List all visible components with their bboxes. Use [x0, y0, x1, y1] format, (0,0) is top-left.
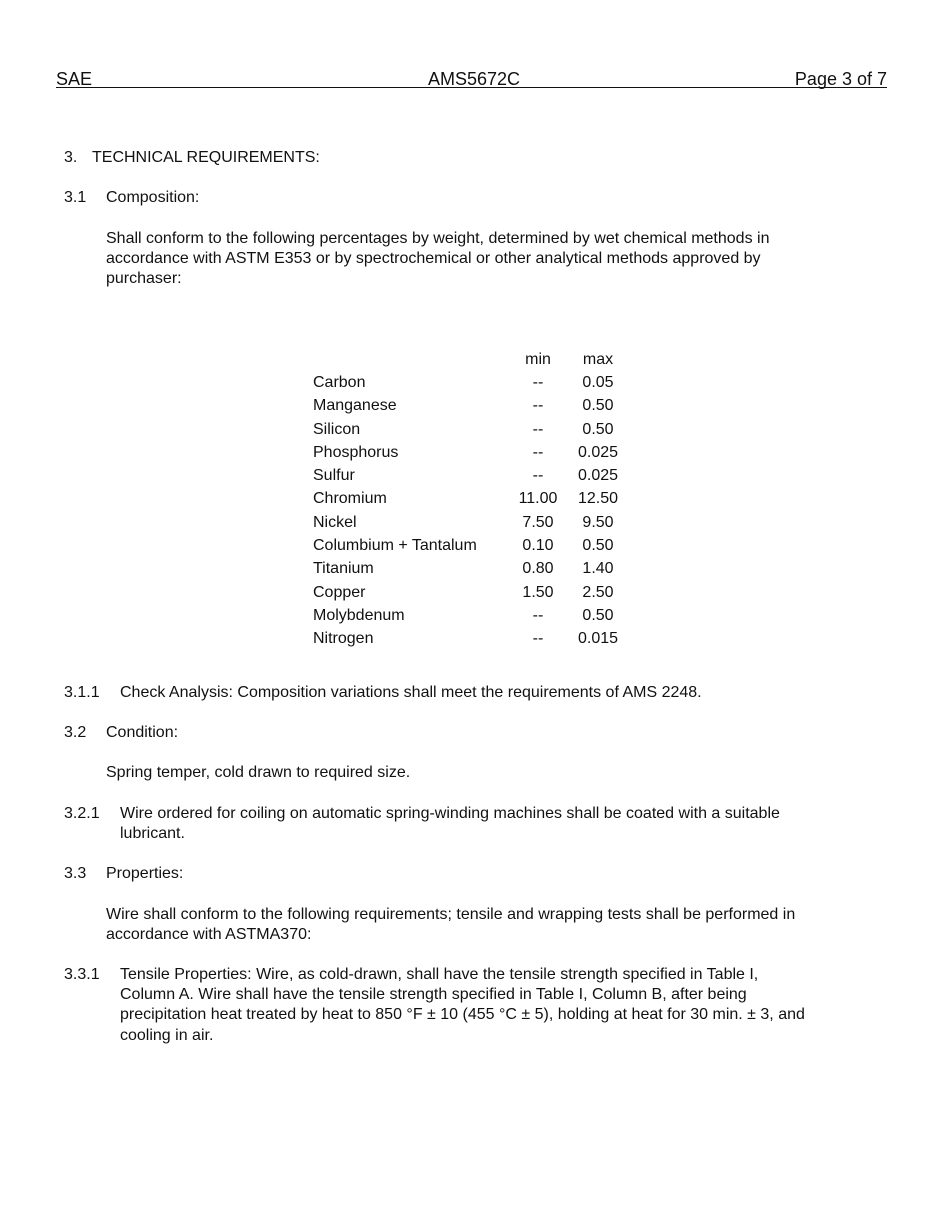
column-header-max: max — [582, 350, 614, 368]
composition-element: Titanium — [313, 560, 374, 578]
header-left: SAE — [56, 69, 93, 89]
composition-max: 2.50 — [582, 583, 614, 601]
header-page-number: Page 3 of 7 — [794, 69, 887, 89]
composition-element: Nickel — [313, 513, 357, 531]
composition-row — [308, 558, 631, 581]
section-3-2-title: Condition: — [106, 724, 179, 741]
section-3-1-title: Composition: — [106, 189, 200, 206]
section-3-3-1-number: 3.3.1 — [64, 966, 100, 983]
composition-element: Nitrogen — [313, 630, 374, 648]
composition-min: 7.50 — [522, 513, 554, 531]
composition-row — [308, 371, 631, 394]
section-3-1-body-line: Shall conform to the following percentages by weight, determined by wet chemical methods in — [106, 230, 770, 247]
composition-row — [308, 441, 631, 464]
composition-max: 1.40 — [582, 560, 614, 578]
composition-min: 11.00 — [518, 490, 558, 508]
composition-max: 0.50 — [582, 537, 614, 555]
composition-row — [308, 628, 631, 651]
composition-row — [308, 511, 631, 534]
composition-element: Sulfur — [313, 467, 355, 485]
composition-element: Silicon — [313, 420, 361, 438]
section-3-2-number: 3.2 — [64, 724, 87, 741]
composition-max: 9.50 — [582, 513, 614, 531]
composition-element: Chromium — [313, 490, 387, 508]
section-3-3-1-line: Tensile Properties: Wire, as cold-drawn, shall have the tensile strength specified in Table I, — [120, 966, 759, 983]
composition-min: 1.50 — [522, 583, 554, 601]
section-3-1-number: 3.1 — [64, 189, 87, 206]
composition-min: -- — [532, 606, 544, 624]
composition-row — [308, 534, 631, 557]
header-rule — [56, 87, 887, 88]
section-3-1-1-number: 3.1.1 — [64, 684, 100, 701]
composition-table-header — [308, 348, 631, 371]
composition-min: -- — [532, 467, 544, 485]
composition-min: 0.80 — [522, 560, 554, 578]
section-3-1-body-line: accordance with ASTM E353 or by spectrochemical or other analytical methods approved by — [106, 250, 761, 267]
composition-element: Molybdenum — [313, 606, 405, 624]
composition-max: 0.50 — [582, 397, 614, 415]
composition-max: 0.025 — [577, 443, 619, 461]
section-3-2-1-line: Wire ordered for coiling on automatic spring-winding machines shall be coated with a suitable — [120, 805, 780, 822]
composition-element: Manganese — [313, 397, 397, 415]
composition-max: 0.05 — [582, 373, 614, 391]
composition-min: -- — [532, 420, 544, 438]
composition-table — [308, 348, 631, 651]
composition-max: 12.50 — [577, 490, 619, 508]
section-3-2-body: Spring temper, cold drawn to required size. — [106, 764, 411, 781]
composition-min: -- — [532, 630, 544, 648]
section-3-1-body-line: purchaser: — [106, 270, 182, 287]
column-header-min: min — [525, 350, 551, 368]
composition-element: Copper — [313, 583, 366, 601]
section-3-2-1-line: lubricant. — [120, 825, 185, 842]
composition-element: Phosphorus — [313, 443, 399, 461]
composition-element: Carbon — [313, 373, 366, 391]
section-3-1-1-text: Check Analysis: Composition variations shall meet the requirements of AMS 2248. — [120, 684, 702, 701]
composition-max: 0.50 — [582, 420, 614, 438]
header-document-number: AMS5672C — [428, 69, 521, 89]
composition-max: 0.50 — [582, 606, 614, 624]
section-3-3-1-line: cooling in air. — [120, 1027, 214, 1044]
composition-max: 0.015 — [577, 630, 619, 648]
composition-min: 0.10 — [522, 537, 554, 555]
section-3-number: 3. — [64, 149, 78, 166]
composition-row — [308, 395, 631, 418]
composition-row — [308, 581, 631, 604]
composition-element: Columbium + Tantalum — [313, 537, 477, 555]
composition-min: -- — [532, 443, 544, 461]
section-3-3-body-line: Wire shall conform to the following requirements; tensile and wrapping tests shall be performed in — [106, 906, 796, 923]
section-3-title: TECHNICAL REQUIREMENTS: — [92, 149, 320, 166]
composition-min: -- — [532, 373, 544, 391]
composition-row — [308, 488, 631, 511]
section-3-3-1-line: precipitation heat treated by heat to 850 °F ± 10 (455 °C ± 5), holding at heat for 30 min. ± 3, and — [120, 1006, 805, 1023]
composition-min: -- — [532, 397, 544, 415]
composition-row — [308, 464, 631, 487]
section-3-3-1-line: Column A. Wire shall have the tensile strength specified in Table I, Column B, after being — [120, 986, 747, 1003]
section-3-3-title: Properties: — [106, 865, 184, 882]
composition-max: 0.025 — [577, 467, 619, 485]
section-3-2-1-number: 3.2.1 — [64, 805, 100, 822]
section-3-3-number: 3.3 — [64, 865, 87, 882]
composition-row — [308, 604, 631, 627]
section-3-3-body-line: accordance with ASTMA370: — [106, 926, 312, 943]
column-header-element — [308, 348, 511, 371]
composition-row — [308, 418, 631, 441]
